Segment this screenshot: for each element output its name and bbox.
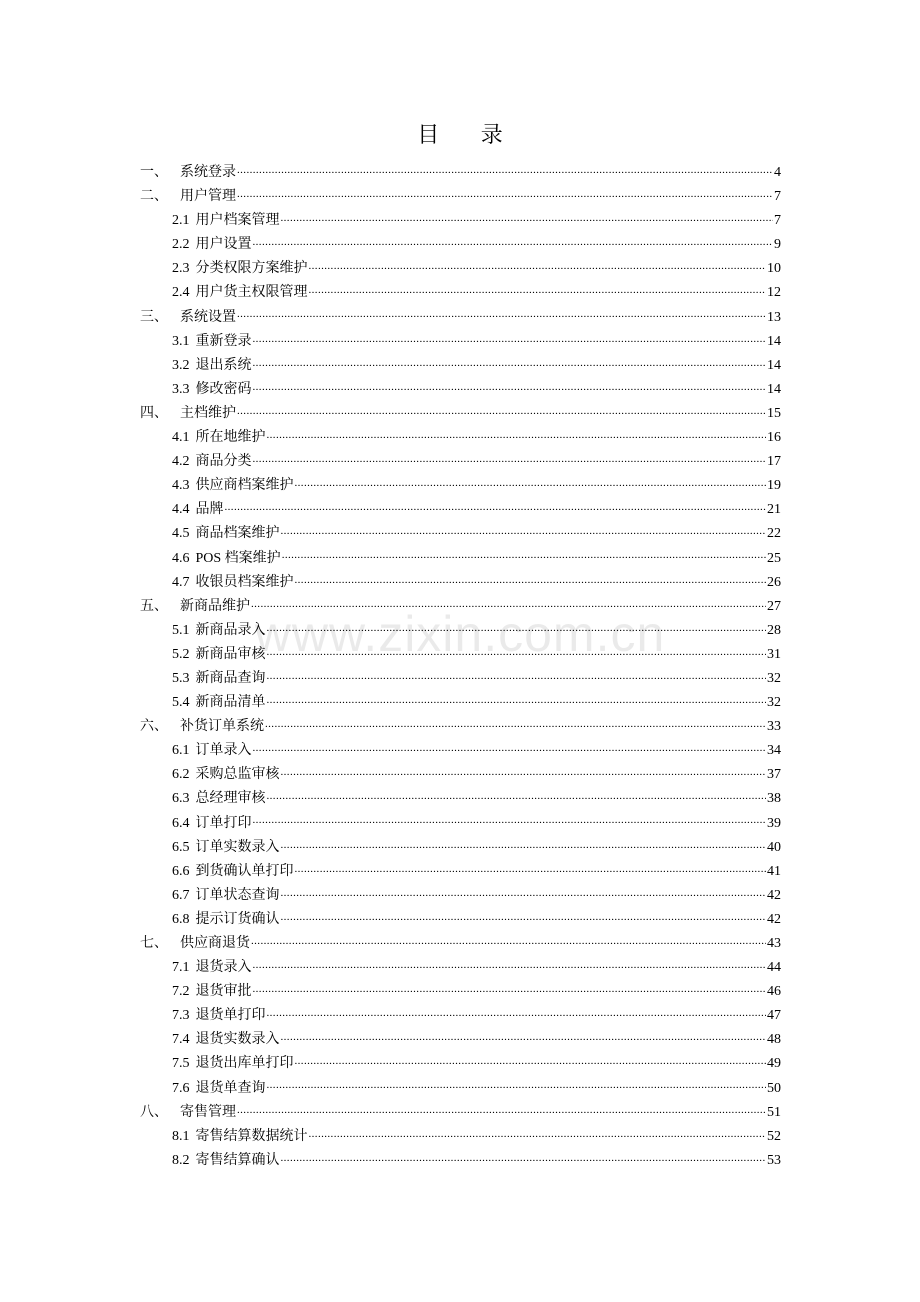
toc-page-number: 27: [767, 598, 781, 614]
toc-chapter-entry[interactable]: [140, 595, 781, 619]
toc-section-entry[interactable]: [140, 763, 781, 787]
toc-page-number: 31: [767, 646, 781, 662]
toc-entry-title: 退货录入: [195, 960, 252, 976]
toc-page-number: 32: [767, 695, 781, 711]
toc-leader-dots: [295, 475, 767, 489]
toc-entry-number: 7.2: [172, 984, 190, 1000]
toc-entry-number: 3.1: [172, 333, 190, 349]
toc-page-number: 42: [767, 911, 781, 927]
toc-entry-title: 所在地维护: [195, 430, 266, 446]
toc-leader-dots: [281, 210, 774, 224]
toc-entry-number: 2.3: [172, 261, 190, 277]
toc-leader-dots: [281, 885, 767, 899]
toc-page-number: 47: [767, 1008, 781, 1024]
toc-page-number: 44: [767, 960, 781, 976]
toc-section-entry[interactable]: [140, 739, 781, 763]
toc-entry-title: 寄售管理: [180, 1104, 236, 1120]
toc-entry-title: 收银员档案维护: [195, 574, 294, 590]
toc-leader-dots: [267, 1078, 767, 1092]
toc-section-entry[interactable]: [140, 836, 781, 860]
toc-leader-dots: [267, 788, 767, 802]
toc-entry-title: 主档维护: [180, 405, 236, 421]
toc-section-entry[interactable]: [140, 667, 781, 691]
toc-entry-title: 寄售结算数据统计: [195, 1128, 308, 1144]
toc-leader-dots: [253, 981, 767, 995]
toc-page-number: 48: [767, 1032, 781, 1048]
toc-entry-title: 退货单查询: [195, 1080, 266, 1096]
toc-section-entry[interactable]: [140, 619, 781, 643]
toc-page-number: 14: [767, 333, 781, 349]
toc-section-entry[interactable]: [140, 643, 781, 667]
toc-entry-number: 5.4: [172, 695, 190, 711]
toc-entry-title: 用户档案管理: [195, 213, 280, 229]
toc-leader-dots: [225, 499, 767, 513]
toc-leader-dots: [251, 933, 766, 947]
toc-entry-number: 二、: [140, 189, 168, 205]
toc-section-entry[interactable]: [140, 498, 781, 522]
toc-entry-number: 2.4: [172, 285, 190, 301]
toc-chapter-entry[interactable]: [140, 185, 781, 209]
toc-entry-number: 4.4: [172, 502, 190, 518]
toc-entry-title: 到货确认单打印: [195, 863, 294, 879]
toc-entry-number: 7.6: [172, 1080, 190, 1096]
toc-page-number: 40: [767, 839, 781, 855]
toc-page-number: 10: [767, 261, 781, 277]
toc-section-entry[interactable]: [140, 1149, 781, 1173]
toc-section-entry[interactable]: [140, 1125, 781, 1149]
toc-leader-dots: [309, 258, 767, 272]
toc-entry-title: 寄售结算确认: [195, 1152, 280, 1168]
toc-page-number: 46: [767, 984, 781, 1000]
toc-entry-number: 4.2: [172, 454, 190, 470]
toc-section-entry[interactable]: [140, 281, 781, 305]
toc-leader-dots: [281, 764, 767, 778]
toc-page-number: 37: [767, 767, 781, 783]
toc-entry-title: 新商品审核: [195, 646, 266, 662]
toc-entry-title: 退货出库单打印: [195, 1056, 294, 1072]
toc-entry-number: 8.1: [172, 1128, 190, 1144]
toc-leader-dots: [251, 596, 766, 610]
toc-entry-number: 6.8: [172, 911, 190, 927]
toc-page-number: 39: [767, 815, 781, 831]
toc-leader-dots: [253, 234, 774, 248]
toc-entry-number: 3.2: [172, 357, 190, 373]
toc-entry-title: 新商品录入: [195, 622, 266, 638]
toc-entry-number: 4.1: [172, 430, 190, 446]
toc-leader-dots: [282, 548, 766, 562]
toc-page-number: 32: [767, 670, 781, 686]
toc-page-number: 13: [767, 309, 781, 325]
toc-entry-title: 新商品查询: [195, 670, 266, 686]
toc-entry-number: 5.1: [172, 622, 190, 638]
toc-leader-dots: [237, 162, 773, 176]
toc-page-number: 52: [767, 1128, 781, 1144]
toc-section-entry[interactable]: [140, 1077, 781, 1101]
toc-leader-dots: [267, 668, 767, 682]
toc-entry-title: 订单录入: [195, 743, 252, 759]
toc-page-number: 19: [767, 478, 781, 494]
toc-leader-dots: [237, 1102, 766, 1116]
toc-leader-dots: [253, 331, 767, 345]
toc-entry-title: 用户货主权限管理: [195, 285, 308, 301]
toc-page-number: 42: [767, 887, 781, 903]
toc-chapter-entry[interactable]: [140, 1101, 781, 1125]
toc-entry-number: 六、: [140, 719, 168, 735]
toc-entry-title: 系统设置: [180, 309, 236, 325]
toc-section-entry[interactable]: [140, 354, 781, 378]
toc-chapter-entry[interactable]: [140, 932, 781, 956]
toc-entry-title: 重新登录: [195, 333, 252, 349]
toc-section-entry[interactable]: [140, 1028, 781, 1052]
toc-chapter-entry[interactable]: [140, 402, 781, 426]
toc-section-entry[interactable]: [140, 209, 781, 233]
toc-entry-number: 7.3: [172, 1008, 190, 1024]
toc-entry-number: 6.3: [172, 791, 190, 807]
toc-entry-number: 一、: [140, 165, 168, 180]
toc-leader-dots: [253, 451, 767, 465]
toc-entry-number: 6.4: [172, 815, 190, 831]
watermark: www.zixin.com.cn: [254, 606, 666, 662]
toc-entry-title: 总经理审核: [195, 791, 266, 807]
toc-leader-dots: [237, 307, 766, 321]
toc-entry-title: 补货订单系统: [180, 719, 264, 735]
toc-leader-dots: [295, 1053, 767, 1067]
toc-entry-number: 6.2: [172, 767, 190, 783]
toc-page-number: 21: [767, 502, 781, 518]
toc-section-entry[interactable]: [140, 884, 781, 908]
toc-entry-number: 5.3: [172, 670, 190, 686]
toc-entry-title: 用户管理: [180, 189, 236, 205]
toc-leader-dots: [265, 716, 766, 730]
toc-leader-dots: [281, 523, 767, 537]
toc-entry-title: 用户设置: [195, 237, 252, 253]
toc-leader-dots: [253, 379, 767, 393]
toc-section-entry[interactable]: [140, 426, 781, 450]
toc-entry-number: 五、: [140, 598, 168, 614]
toc-list: [140, 161, 781, 1173]
toc-section-entry[interactable]: [140, 691, 781, 715]
toc-title: 目 录: [417, 122, 521, 147]
toc-page-number: 9: [774, 237, 781, 253]
toc-leader-dots: [267, 1005, 767, 1019]
toc-leader-dots: [295, 861, 767, 875]
toc-section-entry[interactable]: [140, 330, 781, 354]
toc-entry-number: 四、: [140, 405, 168, 421]
toc-entry-number: 6.6: [172, 863, 190, 879]
toc-entry-title: 供应商档案维护: [195, 478, 294, 494]
toc-entry-number: 4.3: [172, 478, 190, 494]
toc-section-entry[interactable]: [140, 474, 781, 498]
toc-page-number: 22: [767, 526, 781, 542]
toc-page-number: 51: [767, 1104, 781, 1120]
toc-entry-title: 订单打印: [195, 815, 252, 831]
toc-entry-title: 订单状态查询: [195, 887, 280, 903]
toc-entry-title: 分类权限方案维护: [195, 261, 308, 277]
toc-entry-title: 退货实数录入: [195, 1032, 280, 1048]
toc-entry-number: 6.5: [172, 839, 190, 855]
toc-page-number: 28: [767, 622, 781, 638]
toc-entry-number: 7.1: [172, 960, 190, 976]
toc-page-number: 14: [767, 381, 781, 397]
toc-leader-dots: [267, 427, 767, 441]
toc-chapter-entry[interactable]: [140, 161, 781, 185]
toc-entry-title: 商品档案维护: [195, 526, 280, 542]
toc-page-number: 49: [767, 1056, 781, 1072]
toc-section-entry[interactable]: [140, 956, 781, 980]
toc-entry-number: 3.3: [172, 381, 190, 397]
toc-page-number: 50: [767, 1080, 781, 1096]
toc-entry-title: 订单实数录入: [195, 839, 280, 855]
toc-leader-dots: [253, 740, 767, 754]
toc-section-entry[interactable]: [140, 1052, 781, 1076]
toc-section-entry[interactable]: [140, 787, 781, 811]
toc-chapter-entry[interactable]: [140, 715, 781, 739]
toc-leader-dots: [309, 1126, 767, 1140]
toc-leader-dots: [295, 572, 767, 586]
toc-entry-title: 退货单打印: [195, 1008, 266, 1024]
toc-leader-dots: [281, 909, 767, 923]
toc-leader-dots: [309, 282, 767, 296]
toc-page-number: 43: [767, 936, 781, 951]
toc-page-number: 34: [767, 743, 781, 759]
toc-entry-title: 退货审批: [195, 984, 252, 1000]
toc-entry-title: 新商品维护: [180, 598, 250, 614]
toc-entry-title: 品牌: [195, 502, 224, 518]
toc-leader-dots: [281, 1150, 767, 1164]
toc-section-entry[interactable]: [140, 908, 781, 932]
toc-entry-number: 4.5: [172, 526, 190, 542]
toc-page-number: 7: [774, 213, 781, 229]
toc-chapter-entry[interactable]: [140, 306, 781, 330]
toc-section-entry[interactable]: [140, 860, 781, 884]
toc-page-number: 53: [767, 1152, 781, 1168]
toc-entry-number: 4.6: [172, 550, 190, 566]
toc-entry-number: 7.5: [172, 1056, 190, 1072]
toc-section-entry[interactable]: [140, 547, 781, 571]
toc-page-number: 16: [767, 430, 781, 446]
toc-leader-dots: [237, 186, 773, 200]
toc-entry-number: 5.2: [172, 646, 190, 662]
toc-entry-title: 提示订货确认: [195, 911, 280, 927]
toc-section-entry[interactable]: [140, 571, 781, 595]
toc-section-entry[interactable]: [140, 1004, 781, 1028]
toc-page-number: 41: [767, 863, 781, 879]
toc-page-number: 17: [767, 454, 781, 470]
toc-entry-number: 8.2: [172, 1152, 190, 1168]
toc-leader-dots: [253, 957, 767, 971]
toc-entry-number: 6.7: [172, 887, 190, 903]
toc-page-number: 15: [767, 405, 781, 421]
toc-entry-title: 修改密码: [195, 381, 252, 397]
toc-entry-title: 新商品清单: [195, 695, 266, 711]
toc-entry-number: 三、: [140, 309, 168, 325]
toc-page-number: 4: [774, 165, 781, 180]
toc-entry-title: 商品分类: [195, 454, 252, 470]
toc-page-number: 25: [767, 550, 781, 566]
toc-entry-number: 2.1: [172, 213, 190, 229]
toc-entry-title: 采购总监审核: [195, 767, 280, 783]
toc-leader-dots: [267, 620, 767, 634]
toc-section-entry[interactable]: [140, 257, 781, 281]
toc-page-number: 14: [767, 357, 781, 373]
toc-entry-number: 6.1: [172, 743, 190, 759]
toc-leader-dots: [267, 644, 767, 658]
toc-entry-number: 4.7: [172, 574, 190, 590]
toc-section-entry[interactable]: [140, 980, 781, 1004]
toc-leader-dots: [281, 1029, 767, 1043]
toc-section-entry[interactable]: [140, 378, 781, 402]
toc-entry-number: 2.2: [172, 237, 190, 253]
toc-entry-title: 系统登录: [180, 165, 236, 180]
toc-leader-dots: [267, 692, 767, 706]
toc-entry-title: POS 档案维护: [195, 550, 281, 566]
toc-leader-dots: [237, 403, 766, 417]
toc-page-number: 26: [767, 574, 781, 590]
toc-section-entry[interactable]: [140, 522, 781, 546]
toc-entry-number: 七、: [140, 936, 168, 951]
toc-section-entry[interactable]: [140, 812, 781, 836]
toc-leader-dots: [281, 837, 767, 851]
toc-leader-dots: [253, 355, 767, 369]
toc-page-number: 12: [767, 285, 781, 301]
toc-entry-title: 退出系统: [195, 357, 252, 373]
toc-page-number: 38: [767, 791, 781, 807]
toc-entry-number: 八、: [140, 1104, 168, 1120]
toc-leader-dots: [253, 813, 767, 827]
toc-page-number: 33: [767, 719, 781, 735]
toc-section-entry[interactable]: [140, 233, 781, 257]
toc-page-number: 7: [774, 189, 781, 205]
toc-entry-number: 7.4: [172, 1032, 190, 1048]
toc-entry-title: 供应商退货: [180, 936, 250, 951]
toc-section-entry[interactable]: [140, 450, 781, 474]
